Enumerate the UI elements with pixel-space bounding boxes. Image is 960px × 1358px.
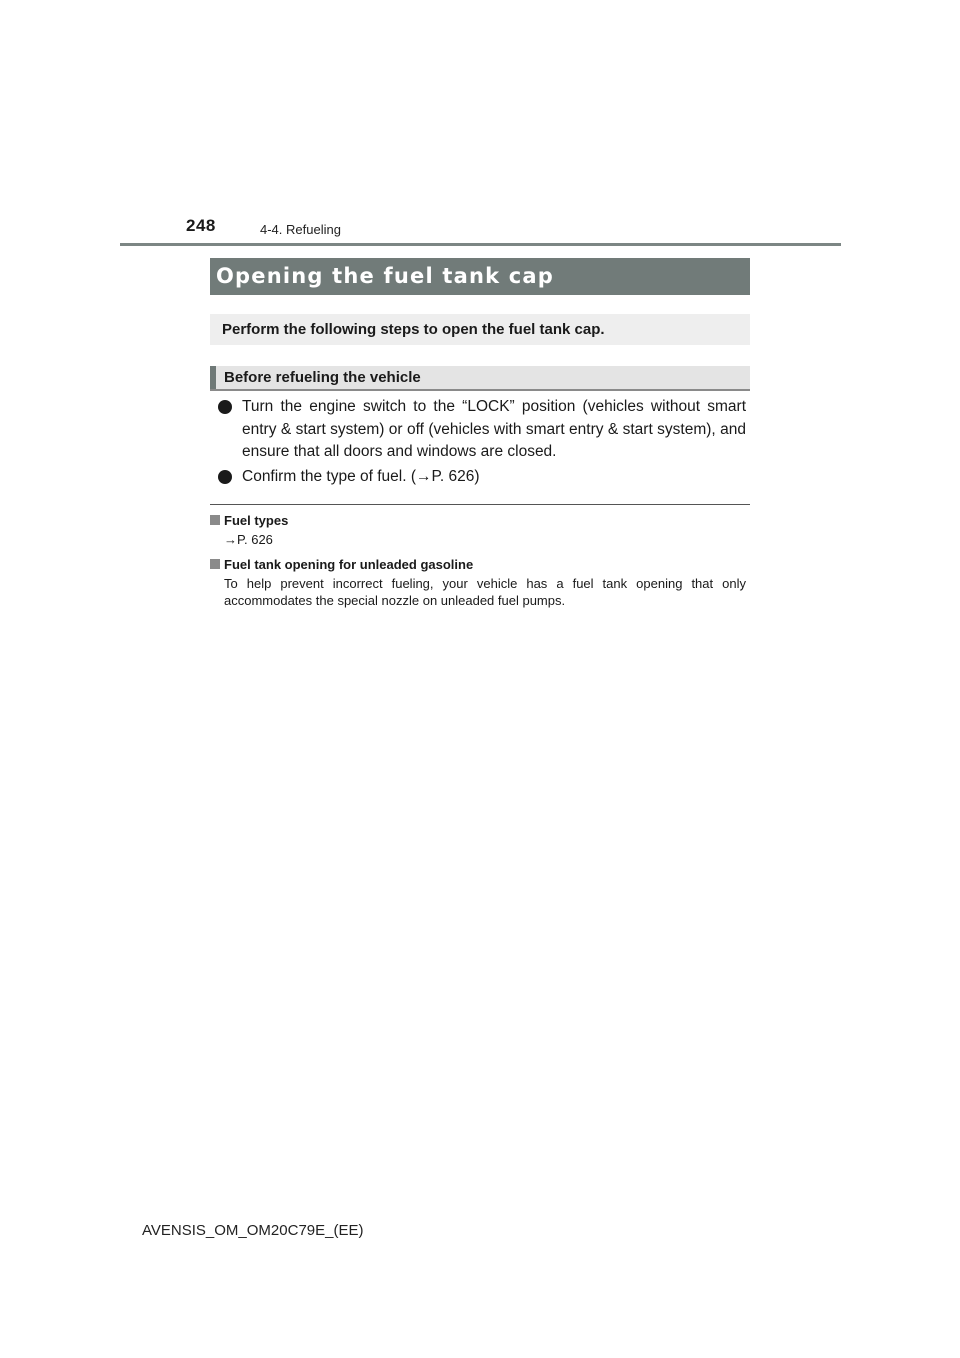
list-item-text: Confirm the type of fuel. (→P. 626): [242, 467, 480, 485]
section-reference: 4-4. Refueling: [260, 222, 341, 237]
note-heading-text: Fuel types: [224, 513, 289, 528]
note-body: To help prevent incorrect fueling, your vehicle has a fuel tank opening that only accommodates the special nozzle on unleaded fuel pumps.: [224, 576, 746, 608]
document-footer: AVENSIS_OM_OM20C79E_(EE): [142, 1222, 364, 1239]
section-title-bar: [210, 258, 750, 295]
bullet-icon: [218, 400, 232, 414]
page-number: 248: [186, 216, 216, 235]
section-title: Opening the fuel tank cap: [216, 264, 555, 288]
list-item-text: Turn the engine switch to the “LOCK” position (vehicles without smart entry & start system) or off (vehicles with smart entry & start system), and ensure that all doors and windows are closed.: [242, 398, 746, 460]
bullet-icon: [218, 470, 232, 484]
subheading-accent: [210, 366, 216, 389]
square-bullet-icon: [210, 559, 220, 569]
list-item: [218, 466, 746, 489]
intro-text: Perform the following steps to open the fuel tank cap.: [222, 321, 605, 338]
note-body: →P. 626: [224, 532, 273, 547]
note-heading: [210, 556, 746, 573]
subheading-text: Before refueling the vehicle: [224, 369, 421, 386]
intro-box: [210, 314, 750, 345]
subheading: [210, 366, 750, 391]
note-fuel-types: [210, 512, 746, 548]
notes-divider: [210, 504, 750, 505]
instruction-list: [218, 396, 746, 490]
note-heading-text: Fuel tank opening for unleaded gasoline: [224, 557, 474, 572]
note-fuel-tank-opening: [210, 556, 746, 609]
note-heading: [210, 512, 746, 529]
list-item: [218, 396, 746, 464]
square-bullet-icon: [210, 515, 220, 525]
header-divider: [120, 243, 841, 246]
